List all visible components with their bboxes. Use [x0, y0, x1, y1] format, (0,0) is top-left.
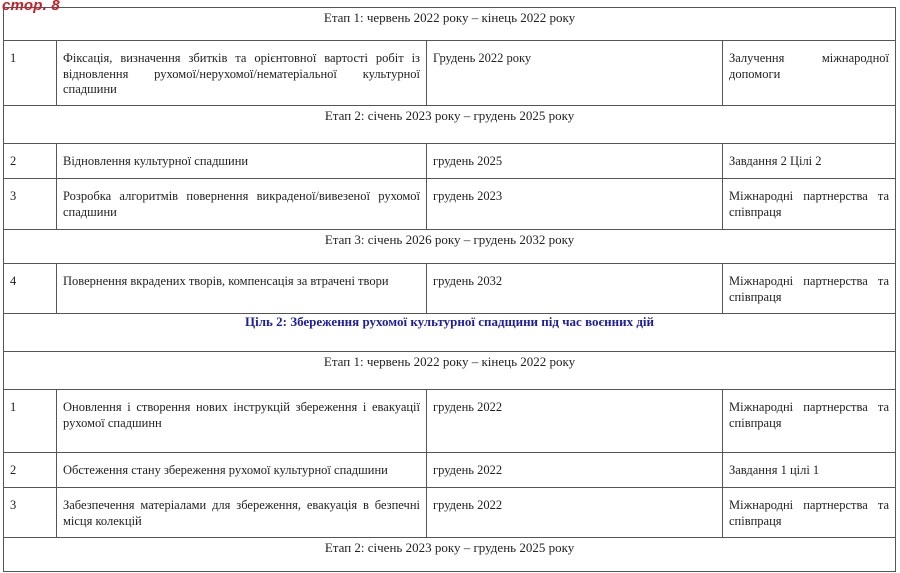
table-row — [4, 390, 896, 453]
goal-heading: Ціль 2: Збереження рухомої культурної спадщини під час воєнних дій — [244, 314, 655, 329]
note-cell — [723, 144, 896, 179]
stage-cell — [4, 538, 896, 572]
table-row — [4, 144, 896, 179]
stage-cell — [4, 8, 896, 41]
stage-heading: Етап 3: січень 2026 року – грудень 2032 року — [324, 232, 575, 247]
plan-table-container — [3, 7, 895, 572]
task-cell — [57, 264, 427, 314]
deadline-cell — [427, 390, 723, 453]
row-number: 1 — [10, 51, 17, 65]
task-cell — [57, 453, 427, 488]
task-cell — [57, 41, 427, 106]
stage-heading: Етап 1: червень 2022 року – кінець 2022 року — [323, 354, 576, 369]
table-row — [4, 41, 896, 106]
stage-row — [4, 538, 896, 572]
note-text: Міжнародні партнерства та співпраця — [729, 274, 890, 304]
stage-cell — [4, 230, 896, 264]
goal-row — [4, 314, 896, 352]
note-text: Завдання 1 цілі 1 — [729, 463, 820, 477]
note-cell — [723, 488, 896, 538]
deadline-cell — [427, 144, 723, 179]
number-cell — [4, 453, 57, 488]
deadline-text: грудень 2022 — [433, 498, 503, 512]
stage-heading: Етап 2: січень 2023 року – грудень 2025 року — [324, 540, 575, 555]
number-cell — [4, 488, 57, 538]
row-number: 1 — [10, 400, 17, 414]
table-row — [4, 179, 896, 230]
stage-heading: Етап 1: червень 2022 року – кінець 2022 року — [323, 10, 576, 25]
task-text: Забезпечення матеріалами для збереження, евакуація в безпечні місця колекцій — [63, 498, 420, 528]
goal-cell — [4, 314, 896, 352]
note-cell — [723, 453, 896, 488]
task-text: Фіксація, визначення збитків та орієнтовної вартості робіт із відновлення рухомої/нерухомої/нематеріальної культурної спадшини — [63, 51, 420, 96]
note-cell — [723, 41, 896, 106]
deadline-text: грудень 2023 — [433, 189, 503, 203]
deadline-text: грудень 2022 — [433, 400, 503, 414]
note-text: Міжнародні партнерства та співпраця — [729, 189, 890, 219]
deadline-text: грудень 2025 — [433, 154, 503, 168]
task-text: Відновлення культурної спадшини — [63, 154, 249, 168]
task-text: Оновлення і створення нових інструкцій збереження і евакуації рухомої спадшинн — [63, 400, 420, 430]
table-row — [4, 488, 896, 538]
deadline-cell — [427, 179, 723, 230]
action-plan-table — [3, 7, 896, 572]
task-cell — [57, 488, 427, 538]
note-text: Залучення міжнародної допомоги — [729, 51, 890, 81]
number-cell — [4, 144, 57, 179]
stage-row — [4, 106, 896, 144]
table-row — [4, 264, 896, 314]
deadline-cell — [427, 488, 723, 538]
table-row — [4, 453, 896, 488]
deadline-cell — [427, 453, 723, 488]
deadline-text: Грудень 2022 року — [433, 51, 532, 65]
row-number: 3 — [10, 498, 17, 512]
task-cell — [57, 144, 427, 179]
note-text: Міжнародні партнерства та співпраця — [729, 400, 890, 430]
task-cell — [57, 179, 427, 230]
row-number: 2 — [10, 463, 17, 477]
number-cell — [4, 41, 57, 106]
note-cell — [723, 179, 896, 230]
note-cell — [723, 264, 896, 314]
page-number-label: стор. 8 — [2, 0, 60, 14]
note-text: Завдання 2 Цілі 2 — [729, 154, 822, 168]
note-text: Міжнародні партнерства та співпраця — [729, 498, 890, 528]
deadline-text: грудень 2022 — [433, 463, 503, 477]
stage-row — [4, 230, 896, 264]
deadline-cell — [427, 41, 723, 106]
number-cell — [4, 390, 57, 453]
deadline-cell — [427, 264, 723, 314]
number-cell — [4, 179, 57, 230]
row-number: 4 — [10, 274, 17, 288]
row-number: 3 — [10, 189, 17, 203]
task-text: Повернення вкрадених творів, компенсація за втрачені твори — [63, 274, 389, 288]
stage-row — [4, 8, 896, 41]
task-text: Розробка алгоритмів повернення викраденої/вивезеної рухомої спадшини — [63, 189, 420, 219]
task-cell — [57, 390, 427, 453]
note-cell — [723, 390, 896, 453]
task-text: Обстеження стану збереження рухомої культурної спадшини — [63, 463, 388, 477]
deadline-text: грудень 2032 — [433, 274, 503, 288]
stage-cell — [4, 106, 896, 144]
stage-heading: Етап 2: січень 2023 року – грудень 2025 року — [324, 108, 575, 123]
stage-cell — [4, 352, 896, 390]
stage-row — [4, 352, 896, 390]
row-number: 2 — [10, 154, 17, 168]
number-cell — [4, 264, 57, 314]
